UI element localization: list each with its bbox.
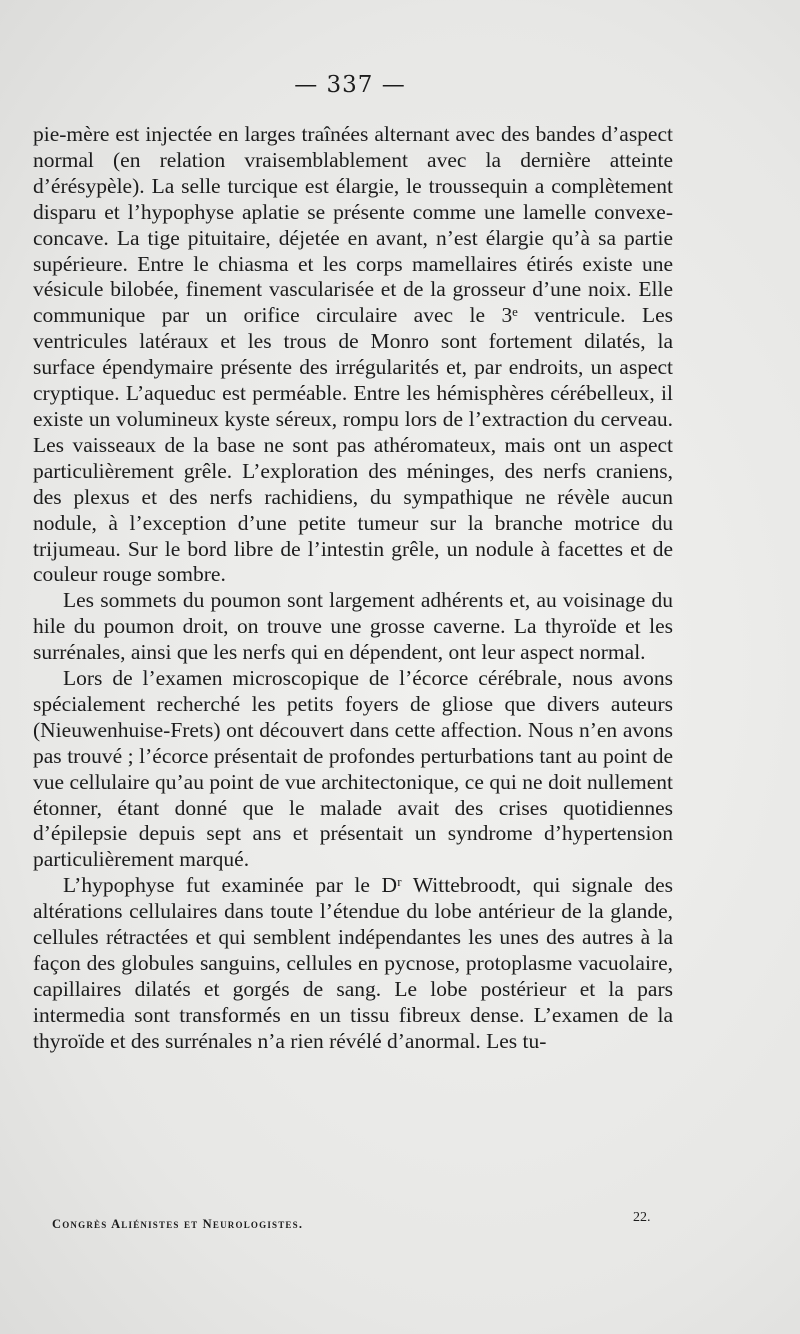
running-footer: Congrès Aliénistes et Neurologistes.: [52, 1217, 304, 1231]
paragraph-4: L’hypophyse fut examinée par le Dʳ Wittebroodt, qui signale des altérations cellulaires dans toute l’étendue du lobe antérieur de la glande, cellules rétractées et qui semblent indépendantes les unes des autres à la façon des globules sanguins, cellules en pycnose, protoplasme vacuolaire, capillaires dilatés et gorgés de sang. Le lobe postérieur et la pars intermedia sont transformés en un tissu fibreux dense. L’examen de la thyroïde et des surrénales n’a rien révélé d’anormal. Les tu-: [33, 873, 673, 1053]
paragraph-3: Lors de l’examen microscopique de l’écorce cérébrale, nous avons spécialement recherché les petits foyers de gliose que divers auteurs (Nieuwenhuise-Frets) ont découvert dans cette affection. Nous n’en avons pas trouvé ; l’écorce présentait de profondes perturbations tant au point de vue cellulaire qu’au point de vue architectonique, ce qui ne doit nullement étonner, étant donné que le malade avait des crises quotidiennes d’épilepsie depuis sept ans et présentait un syndrome d’hypertension particulièrement marqué.: [33, 666, 673, 872]
page-number: — 337 —: [294, 72, 406, 98]
body-text: [33, 122, 673, 1055]
paragraph-1: pie-mère est injectée en larges traînées alternant avec des bandes d’aspect normal (en relation vraisemblablement avec la dernière atteinte d’érésypèle). La selle turcique est élargie, le troussequin a complètement disparu et l’hypophyse aplatie se présente comme une lamelle convexe-concave. La tige pituitaire, déjetée en avant, n’est élargie qu’à sa partie supérieure. Entre le chiasma et les corps mamellaires étirés existe une vésicule bilobée, finement vascularisée et de la grosseur d’une noix. Elle communique par un orifice circulaire avec le 3ᵉ ventricule. Les ventricules latéraux et les trous de Monro sont fortement dilatés, la surface épendymaire présente des irrégularités et, par endroits, un aspect cryptique. L’aqueduc est perméable. Entre les hémisphères cérébelleux, il existe un volumineux kyste séreux, rompu lors de l’extraction du cerveau. Les vaisseaux de la base ne sont pas athéromateux, mais ont un aspect particulièrement grêle. L’exploration des méninges, des nerfs craniens, des plexus et des nerfs rachidiens, du sympathique ne révèle aucun nodule, à l’exception d’une petite tumeur sur la branche motrice du trijumeau. Sur le bord libre de l’intestin grêle, un nodule à facettes et de couleur rouge sombre.: [33, 122, 673, 587]
signature-mark: 22.: [633, 1210, 651, 1225]
paragraph-2: Les sommets du poumon sont largement adhérents et, au voisinage du hile du poumon droit, on trouve une grosse caverne. La thyroïde et les surrénales, ainsi que les nerfs qui en dépendent, ont leur aspect normal.: [33, 588, 673, 665]
